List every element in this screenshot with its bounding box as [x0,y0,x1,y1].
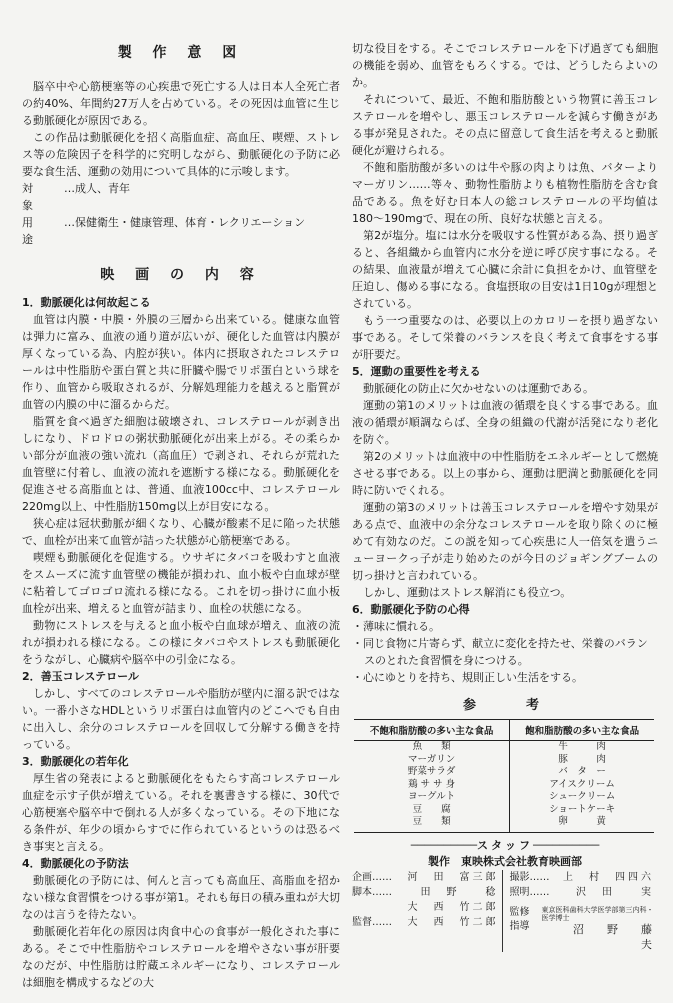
reference-row [354,779,654,792]
intent-title: 製 作 意 図 [117,45,245,61]
credit-role: 撮影…… [509,871,550,883]
unsaturated-food-cell: ヨーグルト [354,791,510,804]
saturated-food-cell: ショートケーキ [549,803,616,815]
section-2-title: 2．善玉コレステロール [22,670,139,683]
section-5-paragraph-4: 運動の第3のメリットは善玉コレステロールを増やす効果がある点で、血液中の余分なコレステロールを取り除くのに極めて有効なのだ。この説を知って心疾患に人一倍気を遣うニューヨークっ子が走り始めたのが今日のジョギングブームの切っ掛けと言われている。 [352,501,658,582]
supervisor-name: 沼 野 藤 夫 [573,922,658,951]
saturated-food-cell: バ タ ー [558,766,606,777]
section-2-paragraph-1: しかし、すべてのコレステロールや脂肪が壁内に溜る訳ではない。一番小さなHDLというリポ蛋白は血管内のどこへでも自由に出入し、余分のコレステロールを回収して分解する働きを持っている。 [22,687,340,751]
section-1-paragraph-4: 喫煙も動脈硬化を促進する。ウサギにタバコを吸わすと血液をスムーズに流す血管壁の機能が損われ、血小板や白血球が壁に粘着してゴロゴロ流れる様になる。これを切っ掛けに血小板血栓が出来、増えると血管が詰まり、血栓の状態になる。 [22,551,340,615]
credit-row [352,915,502,930]
unsaturated-food-cell: 豆 類 [354,816,510,832]
right-column [352,0,658,952]
reference-table-body [354,741,654,833]
use-row [22,214,340,248]
section-3-paragraph-1: 厚生省の発表によると動脈硬化をもたらす高コレステロール血症を示す子供が増えている。それを裏書きする様に、30代で心筋梗塞や脳卒中で倒れる人が多くなっている。その下地になる条件が、年少の頃からすでに作られているというのは恐るべき事実と言える。 [22,772,340,853]
credit-row [509,885,658,900]
reference-table [354,719,654,833]
credit-name: 田 野 稔 [420,886,499,898]
credits-left [352,870,502,952]
tip-bullet-1: ・薄味に慣れる。 [352,620,440,633]
credit-role: 照明…… [509,886,550,898]
credit-row [352,885,502,900]
salt-paragraph: 第2が塩分。塩には水分を吸収する性質がある為、摂り過ぎると、各組織から血管内に水分を逆に呼び戻す事になる。その結果、血液量が増えて心臓に余計に負担をかけ、血管壁を圧迫し、傷める事になる。食塩摂取の目安は1日10gが理想とされている。 [352,229,658,310]
reference-row [354,791,654,804]
section-4-title: 4．動脈硬化の予防法 [22,857,129,870]
unsaturated-food-cell: マーガリン [354,754,510,767]
production-credit: 製作 東映株式会社教育映画部 [428,854,582,868]
credit-row [509,870,658,885]
section-5-paragraph-5: しかし、運動はストレス解消にも役立つ。 [363,586,572,599]
col-header-saturated: 飽和脂肪酸の多い主な食品 [510,720,654,741]
saturated-food-cell: 豚 肉 [558,753,606,765]
section-1-paragraph-2: 脂質を食べ過ぎた細胞は破壊され、コレステロールが剥き出しになり、ドロドロの粥状動脈硬化が出来上がる。その柔らかい部分が血液の強い流れ（高血圧）で剥され、それらが荒れた血管壁に付着し、血液の流れを遮断する様になる。動脈硬化を促進させる高脂血とは、普通、血液100cc中、コレステロール220mg以上、中性脂肪150mg以上が目安になる。 [22,415,340,513]
tip-bullet-3: ・心にゆとりを持ち、規則正しい生活をする。 [352,671,583,684]
unsaturated-fat-paragraph: それについて、最近、不飽和脂肪酸という物質に善玉コレステロールを増やし、悪玉コレステロールを減らす働きがある事が発見された。その点に留意して食生活を考えると動脈硬化が避けられる。 [352,93,658,157]
target-value: …成人、青年 [64,182,130,195]
col-header-unsaturated: 不飽和脂肪酸の多い主な食品 [354,720,510,741]
supervisor [509,906,658,952]
section-4-paragraph-2: 動脈硬化若年化の原因は肉食中心の食事が一般化された事にある。そこで中性脂肪やコレステロールを増やさない事が肝要なのだが、中性脂肪は貯蔵エネルギーになり、コレステロールは細胞を構成するなどの大 [22,925,340,989]
unsaturated-food-cell: 野菜サラダ [354,766,510,779]
section-1-paragraph-3: 狭心症は冠状動脈が細くなり、心臓が酸素不足に陥った状態で、血栓が出来て血管が詰った状態が心筋梗塞である。 [22,517,340,547]
credit-role: 脚本…… [352,886,392,898]
section-5-paragraph-1: 動脈硬化の防止に欠かせないのは運動である。 [363,382,594,395]
use-value: …保健衛生・健康管理、体育・レクリエーション [64,216,306,229]
reference-row [354,816,654,832]
saturated-food-cell: アイスクリーム [549,778,615,790]
supervisor-role: 監修 指導 [509,906,530,932]
credits-right-list [509,870,658,900]
continued-paragraph: 切な役目をする。そこでコレステロールを下げ過ぎても細胞の機能を弱め、血管をもろくする。では、どうしたらよいのか。 [352,42,658,89]
saturated-food-cell: シュークリーム [548,791,616,802]
section-1-title: 1．動脈硬化は何故起こる [22,296,151,309]
intent-paragraph-2: この作品は動脈硬化を招く高脂血症、高血圧、喫煙、ストレス等の危険因子を科学的に究明しながら、動脈硬化の予防に必要な食生活、運動の効用について具体的に示唆します。 [22,131,340,178]
saturated-food-cell: 卵 黄 [510,816,654,832]
credits [352,870,658,952]
credit-role: 企画…… [352,871,392,883]
content-title: 映 画 の 内 容 [100,267,262,283]
section-1-paragraph-1: 血管は内膜・中膜・外膜の三層から出来ている。健康な血管は弾力に富み、血液の通り道が広いが、硬化した血管は内膜が厚くなっている為、内腔が狭い。体内に摂取されたコレステロールは中性脂肪や蛋白質と共に肝臓や腸でリポ蛋白という球を作り、血管から吸取されるが、分解処理能力を越えると脂質が血管の内膜の中に溜るからだ。 [22,313,340,411]
target-row [22,180,340,214]
credit-row [352,900,502,915]
credit-role: 監督…… [352,916,392,928]
intent-paragraph-1: 脳卒中や心筋梗塞等の心疾患で死亡する人は日本人全死亡者の約40%、年間約27万人を占めている。その死因は血管に生じる動脈硬化が原因である。 [22,80,340,127]
reference-row [354,741,654,754]
reference-row [354,754,654,767]
credit-name: 上 村 四四六 [563,871,654,883]
unsaturated-food-cell: 鶏 サ サ 身 [354,779,510,792]
unsaturated-food-cell: 豆 腐 [354,804,510,817]
section-5-title: 5．運動の重要性を考える [352,365,481,378]
section-6-title: 6．動脈硬化予防の心得 [352,603,470,616]
left-column [22,0,340,991]
tip-bullet-2: ・同じ食物に片寄らず、献立に変化を持たせ、栄養のバランスのとれた食習慣を身につける。 [352,637,648,667]
section-4-paragraph-1: 動脈硬化の予防には、何んと言っても高血圧、高脂血を招かない様な食習慣をつける事が第1。それも毎日の積み重ねが大切なのは言うを待たない。 [22,874,340,921]
section-1-paragraph-5: 動物にストレスを与えると血小板や白血球が増え、血液の流れが損われる様になる。この様にタバコやストレスも動脈硬化をうながし、心臓病や脳卒中の引金になる。 [22,619,340,666]
section-5-paragraph-2: 運動の第1のメリットは血液の循環を良くする事である。血液の循環が順調ならば、全身の組織の代謝が活発になり老化を防ぐ。 [352,399,658,446]
credit-name: 河 田 富三郎 [407,871,499,883]
supervisor-org: 東京医科歯科大学医学部第三内科・医学博士 [541,905,654,922]
reference-row [354,804,654,817]
unsaturated-foods-paragraph: 不飽和脂肪酸が多いのは牛や豚の肉よりは魚、バターよりマーガリン……等々、動物性脂肪よりも植物性脂肪を含む食品である。魚を好む日本人の総コレステロールの平均値は180～190mgで、現在の所、良好な状態と言える。 [352,161,658,225]
credit-name: 沢 田 実 [576,886,654,898]
use-label: 用 途 [22,216,55,246]
target-label: 対 象 [22,182,55,212]
credit-row [352,870,502,885]
credit-name: 大 西 竹二郎 [407,916,499,928]
reference-row [354,766,654,779]
credit-name: 大 西 竹二郎 [407,901,499,913]
credits-right [502,870,658,952]
section-3-title: 3．動脈硬化の若年化 [22,755,129,768]
reference-title: 参 考 [462,698,547,713]
section-5-paragraph-3: 第2のメリットは血液中の中性脂肪をエネルギーとして燃焼させる事である。以上の事から、運動は肥満と動脈硬化を同時に防いでくれる。 [352,450,658,497]
saturated-food-cell: 牛 肉 [558,741,606,752]
credit-role [352,900,402,915]
unsaturated-food-cell: 魚 類 [354,741,510,754]
staff-title: ────────── スタッフ ────────── [352,837,658,853]
calorie-paragraph: もう一つ重要なのは、必要以上のカロリーを摂り過ぎない事である。そして栄養のバランスを良く考えて食事をする事が肝要だ。 [352,314,658,361]
